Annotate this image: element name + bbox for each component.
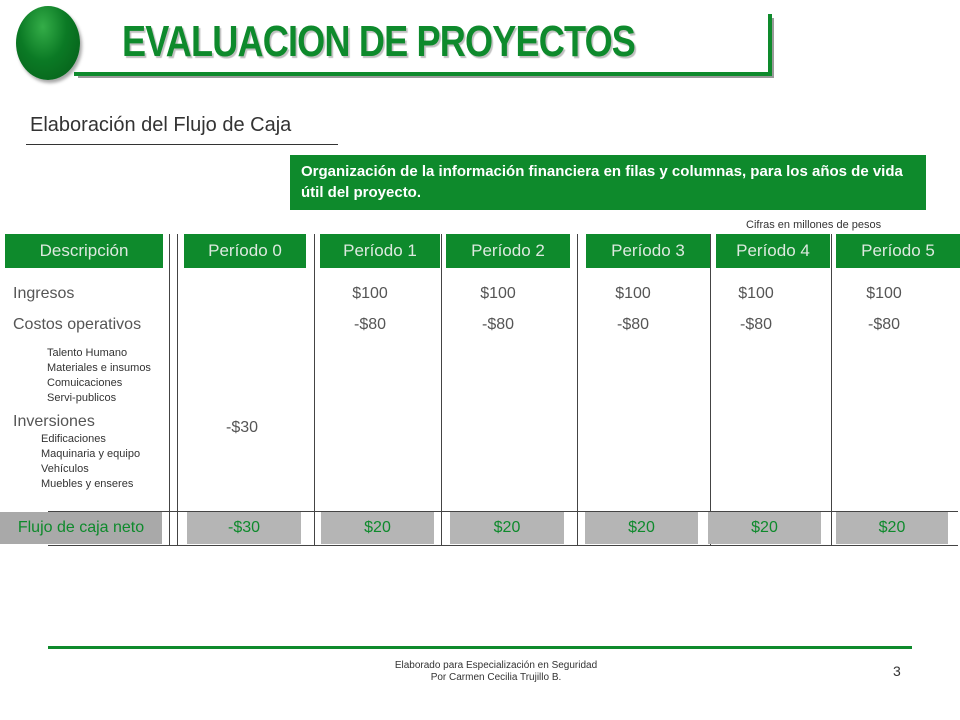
- header-periodo-2: Período 2: [446, 234, 570, 268]
- column-divider: [577, 234, 578, 546]
- row-label-inversiones: Inversiones: [13, 413, 95, 430]
- inversiones-subitems: [41, 432, 140, 492]
- flujo-neto-periodo-4: $20: [708, 512, 821, 544]
- row-divider: [48, 545, 958, 546]
- row-label-flujo-neto: Flujo de caja neto: [0, 512, 162, 544]
- inversiones-subitem: Muebles y enseres: [41, 478, 134, 490]
- header-periodo-5: Período 5: [836, 234, 960, 268]
- header-periodo-3: Período 3: [586, 234, 710, 268]
- section-subtitle: Elaboración del Flujo de Caja: [30, 114, 292, 136]
- units-note: Cifras en millones de pesos: [746, 219, 882, 231]
- inversiones-periodo-0: -$30: [225, 419, 259, 436]
- column-divider: [441, 234, 442, 546]
- flujo-neto-periodo-2: $20: [450, 512, 564, 544]
- column-divider: [177, 234, 178, 546]
- header-periodo-0: Período 0: [184, 234, 306, 268]
- costos-periodo-2: -$80: [481, 316, 515, 333]
- inversiones-subitem: Vehículos: [41, 463, 89, 475]
- header-periodo-4: Período 4: [716, 234, 830, 268]
- column-divider: [314, 234, 315, 546]
- footer-line-2: Por Carmen Cecilia Trujillo B.: [430, 672, 562, 683]
- footer-line-1: Elaborado para Especialización en Seguridad: [394, 660, 598, 671]
- footer-divider: [48, 646, 912, 649]
- costos-periodo-4: -$80: [739, 316, 773, 333]
- ingresos-periodo-5: $100: [866, 285, 902, 302]
- costos-subitem: Servi-publicos: [47, 392, 117, 404]
- row-label-costos: Costos operativos: [13, 316, 142, 333]
- costos-periodo-3: -$80: [616, 316, 650, 333]
- header-periodo-1: Período 1: [320, 234, 440, 268]
- flujo-neto-periodo-5: $20: [836, 512, 948, 544]
- inversiones-subitem: Edificaciones: [41, 433, 106, 445]
- inversiones-subitem: Maquinaria y equipo: [41, 448, 141, 460]
- flujo-neto-periodo-1: $20: [321, 512, 434, 544]
- costos-subitems: [47, 346, 151, 406]
- column-divider: [169, 234, 170, 546]
- green-orb-logo: [16, 6, 80, 80]
- ingresos-periodo-1: $100: [352, 285, 388, 302]
- page-title: EVALUACION DE PROYECTOS: [122, 17, 636, 66]
- costos-periodo-1: -$80: [353, 316, 387, 333]
- flujo-neto-periodo-3: $20: [585, 512, 698, 544]
- ingresos-periodo-2: $100: [480, 285, 516, 302]
- footer-credits: [340, 660, 652, 684]
- costos-periodo-5: -$80: [867, 316, 901, 333]
- subtitle-underline: [26, 144, 338, 145]
- costos-subitem: Materiales e insumos: [47, 362, 151, 374]
- ingresos-periodo-4: $100: [738, 285, 774, 302]
- column-divider: [831, 234, 832, 546]
- header-descripcion: Descripción: [5, 234, 163, 268]
- page-number: 3: [893, 663, 901, 679]
- info-box-text: Organización de la información financiera en filas y columnas, para los años de vida útil del proyecto.: [301, 163, 903, 201]
- ingresos-periodo-3: $100: [615, 285, 651, 302]
- costos-subitem: Talento Humano: [47, 347, 128, 359]
- costos-subitem: Comuicaciones: [47, 377, 123, 389]
- flujo-neto-periodo-0: -$30: [187, 512, 301, 544]
- row-label-ingresos: Ingresos: [13, 285, 75, 302]
- column-divider: [710, 234, 711, 546]
- info-box: [290, 155, 926, 210]
